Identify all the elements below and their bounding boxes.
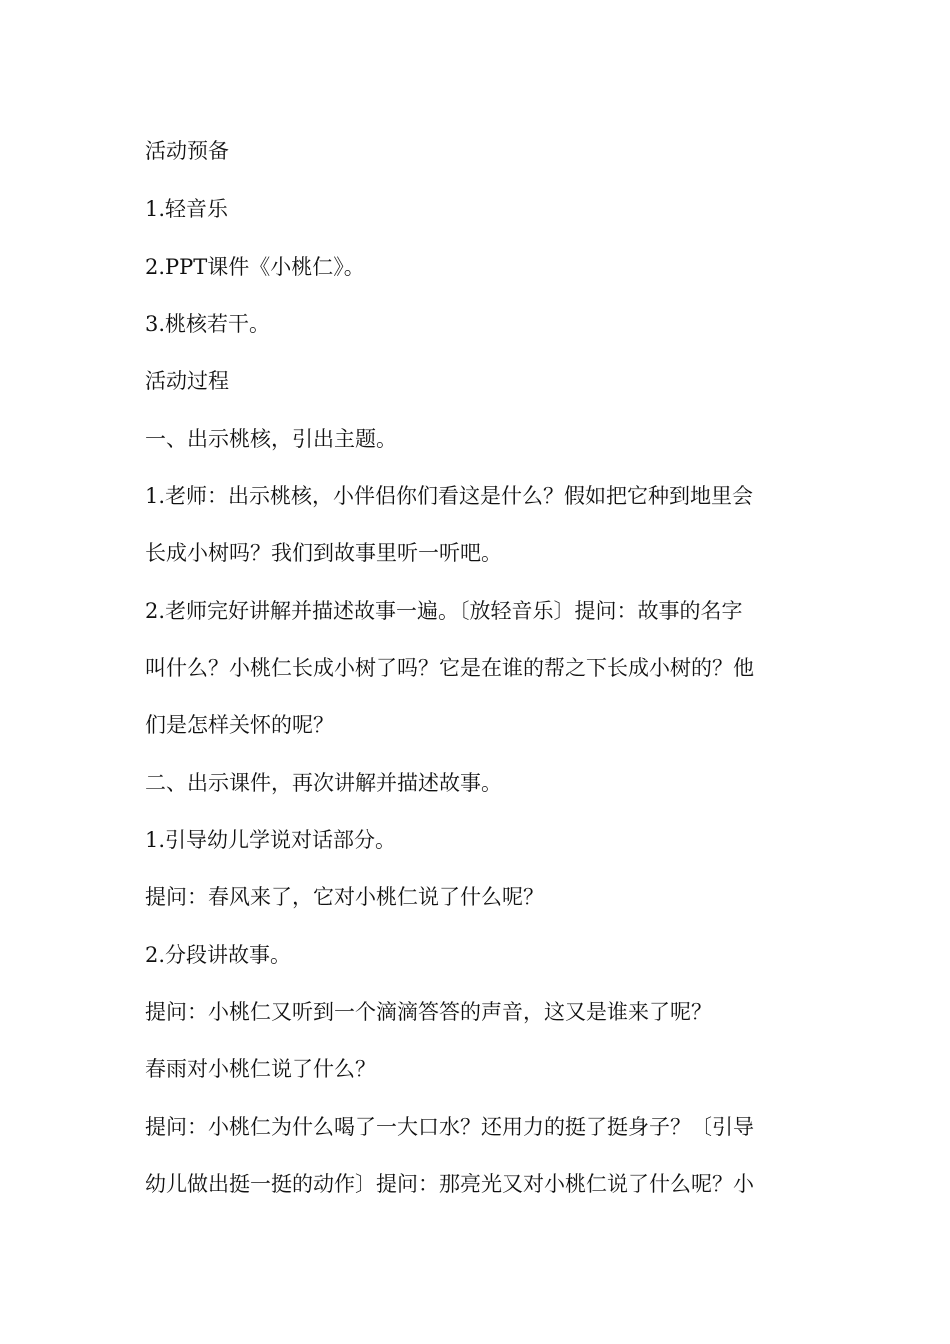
section-heading-process: 活动过程: [145, 369, 229, 393]
paragraph-line: 1.老师：出示桃核，小伴侣你们看这是什么？假如把它种到地里会: [145, 484, 754, 508]
paragraph-line: 2.老师完好讲解并描述故事一遍。〔放轻音乐〕提问：故事的名字: [145, 599, 743, 623]
paragraph-line: 1.轻音乐: [145, 197, 229, 221]
paragraph-line: 们是怎样关怀的呢？: [145, 713, 334, 737]
paragraph-line: 1.引导幼儿学说对话部分。: [145, 828, 397, 852]
paragraph-line: 长成小树吗？我们到故事里听一听吧。: [145, 541, 502, 565]
paragraph-line: 提问：小桃仁为什么喝了一大口水？还用力的挺了挺身子？〔引导: [145, 1115, 754, 1139]
paragraph-line: 提问：春风来了，它对小桃仁说了什么呢？: [145, 885, 544, 909]
paragraph-line: 2.PPT课件《小桃仁》。: [145, 255, 365, 279]
paragraph-line: 3.桃核若干。: [145, 312, 271, 336]
paragraph-line: 二、出示课件，再次讲解并描述故事。: [145, 771, 502, 795]
paragraph-line: 一、出示桃核，引出主题。: [145, 427, 397, 451]
paragraph-line: 2.分段讲故事。: [145, 943, 292, 967]
paragraph-line: 叫什么？小桃仁长成小树了吗？它是在谁的帮之下长成小树的？他: [145, 656, 754, 680]
paragraph-line: 春雨对小桃仁说了什么？: [145, 1057, 376, 1081]
paragraph-line: 提问：小桃仁又听到一个滴滴答答的声音，这又是谁来了呢？: [145, 1000, 712, 1024]
paragraph-line: 幼儿做出挺一挺的动作〕提问：那亮光又对小桃仁说了什么呢？小: [145, 1172, 754, 1196]
section-heading-preparation: 活动预备: [145, 139, 229, 163]
